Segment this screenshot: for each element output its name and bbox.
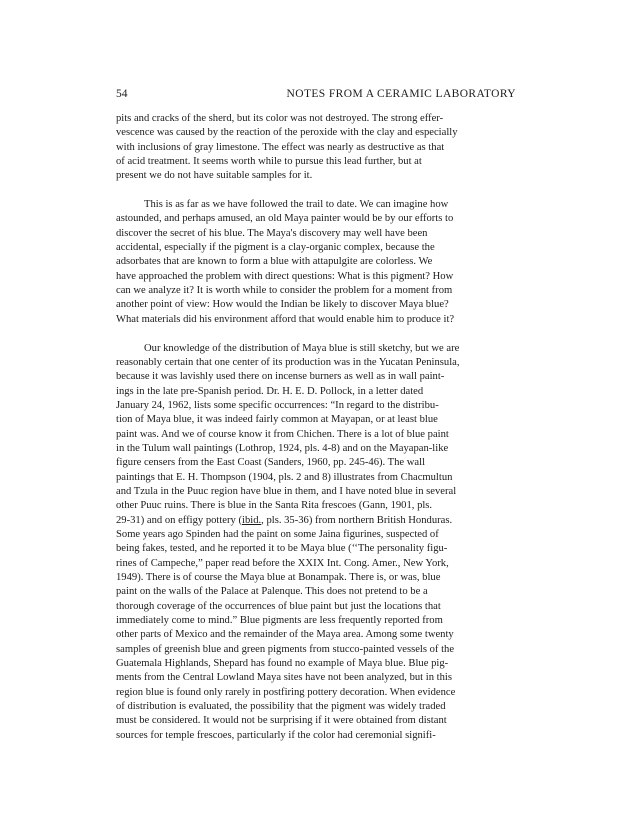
text-line: January 24, 1962, lists some specific occurrences: “In regard to the distribu- [116, 399, 439, 411]
text-line: being fakes, tested, and he reported it to be Maya blue (‘‘The personality figu- [116, 543, 448, 555]
text-line: tion of Maya blue, it was indeed fairly common at Mayapan, or at least blue [116, 414, 438, 426]
text-line: What materials did his environment afford that would enable him to produce it? [116, 313, 455, 325]
page-number: 54 [116, 88, 128, 100]
text-line: must be considered. It would not be surprising if it were obtained from distant [116, 715, 447, 727]
text-segment: , pls. 35-36) from northern British Honduras. [261, 514, 453, 526]
text-line: sources for temple frescoes, particularly if the color had ceremonial signifi- [116, 729, 436, 741]
text-line: astounded, and perhaps amused, an old Maya painter would be by our efforts to [116, 213, 454, 225]
text-line: of acid treatment. It seems worth while to pursue this lead further, but at [116, 156, 422, 168]
ibid-underlined: ibid. [242, 514, 262, 526]
text-segment: 29-31) and on effigy pottery ( [116, 514, 243, 526]
paragraph-1 [116, 112, 526, 184]
text-line [116, 514, 526, 528]
text-line: paint was. And we of course know it from Chichen. There is a lot of blue paint [116, 428, 449, 440]
text-line: adsorbates that are known to form a blue with attapulgite are colorless. We [116, 256, 433, 268]
text-line: This is as far as we have followed the trail to date. We can imagine how [144, 199, 449, 211]
paragraph-3 [116, 342, 526, 744]
text-line: Some years ago Spinden had the paint on some Jaina figurines, suspected of [116, 528, 439, 540]
text-line: pits and cracks of the sherd, but its color was not destroyed. The strong effer- [116, 113, 444, 124]
text-line: can we analyze it? It is worth while to consider the problem for a moment from [116, 285, 453, 297]
text-line: 1949). There is of course the Maya blue at Bonampak. There is, or was, blue [116, 572, 441, 583]
text-line: another point of view: How would the Indian be likely to discover Maya blue? [116, 299, 449, 311]
text-line: accidental, especially if the pigment is a clay-organic complex, because the [116, 242, 435, 254]
text-line: ings in the late pre-Spanish period. Dr. H. E. D. Pollock, in a letter dated [116, 385, 424, 397]
text-line: of distribution is evaluated, the possibility that the pigment was widely traded [116, 701, 446, 713]
text-line: Guatemala Highlands, Shepard has found no example of Maya blue. Blue pig- [116, 658, 449, 670]
text-line: paint on the walls of the Palace at Palenque. This does not pretend to be a [116, 586, 428, 598]
text-line: discover the secret of his blue. The Maya's discovery may well have been [116, 227, 428, 239]
text-line: because it was lavishly used there on incense burners as well as in wall paint- [116, 371, 445, 383]
text-line: other parts of Mexico and the remainder of the Maya area. Among some twenty [116, 629, 454, 641]
text-line: in the Tulum wall paintings (Lothrop, 1924, pls. 4-8) and on the Mayapan-like [116, 442, 449, 454]
text-line: rines of Campeche,” paper read before the XXIX Int. Cong. Amer., New York, [116, 557, 449, 569]
text-line: samples of greenish blue and green pigments from stucco-painted vessels of the [116, 643, 455, 655]
text-line: present we do not have suitable samples for it. [116, 170, 313, 182]
paragraph-2 [116, 198, 526, 327]
text-line: thorough coverage of the occurrences of blue paint but just the locations that [116, 600, 441, 612]
text-line: immediately come to mind.” Blue pigments are less frequently reported from [116, 615, 443, 627]
text-line: and Tzula in the Puuc region have blue in them, and I have noted blue in several [116, 485, 457, 497]
text-line: ments from the Central Lowland Maya sites have not been analyzed, but in this [116, 672, 452, 684]
text-line: paintings that E. H. Thompson (1904, pls. 2 and 8) illustrates from Chacmultun [116, 471, 453, 483]
text-line: vescence was caused by the reaction of the peroxide with the clay and especially [116, 127, 458, 139]
text-line: Our knowledge of the distribution of Maya blue is still sketchy, but we are [144, 342, 460, 354]
text-line: figure censers from the East Coast (Sanders, 1960, pp. 245-46). The wall [116, 457, 426, 469]
body-text [116, 112, 526, 743]
text-line: other Puuc ruins. There is blue in the Santa Rita frescoes (Gann, 1901, pls. [116, 500, 433, 512]
text-line: with inclusions of gray limestone. The effect was nearly as destructive as that [116, 141, 445, 153]
text-line: region blue is found only rarely in postfiring pottery decoration. When evidence [116, 686, 456, 698]
text-line: have approached the problem with direct questions: What is this pigment? How [116, 270, 454, 282]
text-line: reasonably certain that one center of its production was in the Yucatan Peninsula, [116, 356, 460, 368]
running-title: NOTES FROM A CERAMIC LABORATORY [286, 88, 516, 100]
page-header [116, 86, 516, 102]
